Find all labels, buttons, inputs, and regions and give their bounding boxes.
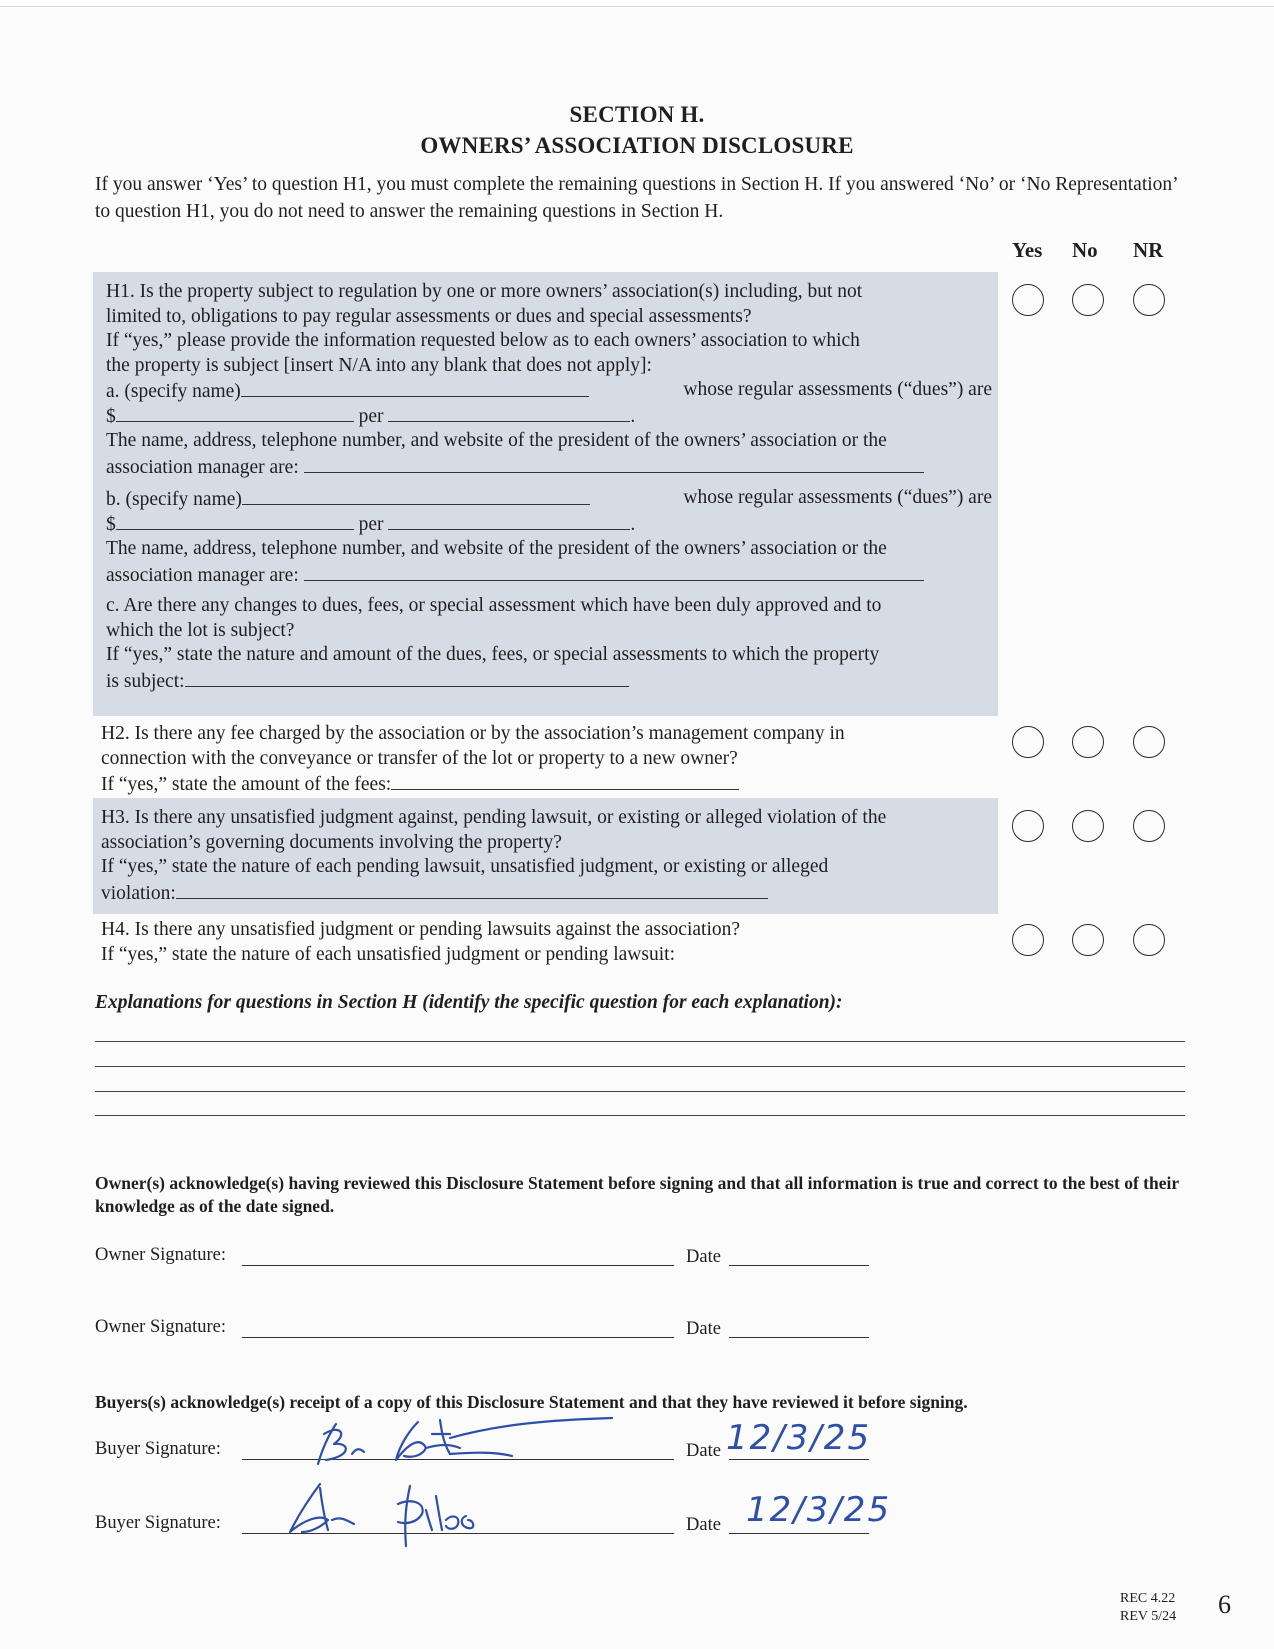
h1-a-president-blank[interactable] <box>304 454 924 473</box>
owner-signature-line-2[interactable] <box>242 1337 674 1338</box>
h2-line-1: H2. Is there any fee charged by the association or by the association’s management company in <box>101 723 845 744</box>
h3-line-3: If “yes,” state the nature of each pending lawsuit, unsatisfied judgment, or existing or alleged <box>101 856 829 877</box>
question-h4 <box>101 918 981 967</box>
h1-line-1: H1. Is the property subject to regulation by one or more owners’ association(s) including, but not <box>106 281 863 302</box>
question-h2 <box>101 722 981 798</box>
h3-no-radio[interactable] <box>1072 810 1104 842</box>
h3-nr-radio[interactable] <box>1133 810 1165 842</box>
h1-a-dollar: $ <box>106 405 116 427</box>
h1-b-dollar: $ <box>106 513 116 535</box>
buyer-date-label: Date <box>686 1515 721 1535</box>
question-h3 <box>101 806 991 906</box>
h1-b-name-blank[interactable] <box>242 486 590 505</box>
form-rev-code: REV 5/24 <box>1120 1609 1177 1624</box>
h1-b-president-blank[interactable] <box>304 562 924 581</box>
question-h1 <box>106 280 992 694</box>
explanation-line-3[interactable] <box>95 1091 1185 1092</box>
h2-line-3: If “yes,” state the amount of the fees: <box>101 774 392 795</box>
h1-a-president-line-2: association manager are: <box>106 456 299 478</box>
h3-answer-group <box>1012 810 1172 846</box>
section-intro: If you answer ‘Yes’ to question H1, you must complete the remaining questions in Section H. If you answered ‘No’ or ‘No Representation’ to question H1, you do not need to answer the remaining questions in Section H. <box>95 174 1178 222</box>
h3-line-4: violation: <box>101 882 176 904</box>
h1-b-per: per <box>358 513 384 535</box>
buyer-1-handwritten-date: 12/3/25 <box>726 1418 872 1458</box>
h1-b-amount-blank[interactable] <box>116 511 354 530</box>
h1-a-president-line-1: The name, address, telephone number, and website of the president of the owners’ association or the <box>106 430 887 451</box>
h1-a-per: per <box>358 405 384 427</box>
section-title: SECTION H. <box>569 102 705 127</box>
buyer-1-signature-scribble <box>300 1414 630 1474</box>
explanations-heading: Explanations for questions in Section H (identify the specific question for each explanation): <box>95 992 843 1013</box>
h4-line-1: H4. Is there any unsatisfied judgment or pending lawsuits against the association? <box>101 919 741 940</box>
column-header-nr: NR <box>1133 238 1164 262</box>
h1-c-blank[interactable] <box>185 668 629 687</box>
buyer-2-signature-scribble <box>280 1480 480 1560</box>
owner-signature-label: Owner Signature: <box>95 1245 227 1265</box>
h1-line-3: If “yes,” please provide the information requested below as to each owners’ association to which <box>106 330 860 351</box>
buyers-acknowledgment: Buyers(s) acknowledge(s) receipt of a copy of this Disclosure Statement and that they have reviewed it before signing. <box>95 1392 968 1412</box>
buyer-signature-label: Buyer Signature: <box>95 1439 221 1459</box>
h1-c-line-2: which the lot is subject? <box>106 619 295 641</box>
buyer-date-line-1[interactable] <box>729 1459 869 1460</box>
h1-a-amount-blank[interactable] <box>116 403 354 422</box>
h1-a-name-label: a. (specify name) <box>106 381 241 402</box>
h1-b-president-line-2: association manager are: <box>106 564 299 586</box>
h2-no-radio[interactable] <box>1072 726 1104 758</box>
owner-date-label: Date <box>686 1319 721 1339</box>
buyer-date-line-2[interactable] <box>729 1533 869 1534</box>
explanation-line-1[interactable] <box>95 1041 1185 1042</box>
owner-signature-row-2 <box>95 1304 995 1344</box>
h4-line-2: If “yes,” state the nature of each unsatisfied judgment or pending lawsuit: <box>101 943 675 965</box>
h1-a-name-blank[interactable] <box>241 378 589 397</box>
owner-signature-line-1[interactable] <box>242 1265 674 1266</box>
h1-b-name-label: b. (specify name) <box>106 489 242 510</box>
form-code <box>1120 1590 1176 1626</box>
h2-nr-radio[interactable] <box>1133 726 1165 758</box>
h1-c-line-4: is subject: <box>106 670 185 692</box>
h2-fee-blank[interactable] <box>391 771 739 790</box>
owners-acknowledgment: Owner(s) acknowledge(s) having reviewed this Disclosure Statement before signing and that all information is true and correct to the best of their knowledge as of the date signed. <box>95 1173 1179 1216</box>
owner-signature-row-1 <box>95 1232 995 1272</box>
h1-a-period-blank[interactable] <box>388 403 630 422</box>
h2-answer-group <box>1012 726 1172 762</box>
buyer-signature-label: Buyer Signature: <box>95 1513 221 1533</box>
h1-line-2: limited to, obligations to pay regular assessments or dues and special assessments? <box>106 305 752 327</box>
h3-violation-blank[interactable] <box>176 880 768 899</box>
page-top-edge <box>0 0 1274 7</box>
owner-date-label: Date <box>686 1247 721 1267</box>
buyer-2-handwritten-date: 12/3/25 <box>746 1490 892 1530</box>
h1-nr-radio[interactable] <box>1133 284 1165 316</box>
h1-answer-group <box>1012 284 1172 320</box>
form-rec-code: REC 4.22 <box>1120 1591 1176 1606</box>
explanation-line-2[interactable] <box>95 1066 1185 1067</box>
h1-c-line-1: c. Are there any changes to dues, fees, or special assessment which have been duly approved and to <box>106 595 882 616</box>
h4-nr-radio[interactable] <box>1133 924 1165 956</box>
column-header-no: No <box>1072 238 1098 262</box>
h1-b-president-line-1: The name, address, telephone number, and website of the president of the owners’ association or the <box>106 538 887 559</box>
h1-a-period-dot: . <box>630 405 636 427</box>
h1-b-period-dot: . <box>630 513 636 535</box>
h1-b-period-blank[interactable] <box>388 511 630 530</box>
h1-no-radio[interactable] <box>1072 284 1104 316</box>
h3-yes-radio[interactable] <box>1012 810 1044 842</box>
h1-line-4: the property is subject [insert N/A into any blank that does not apply]: <box>106 354 652 376</box>
h3-line-2: association’s governing documents involving the property? <box>101 831 562 853</box>
section-subtitle: OWNERS’ ASSOCIATION DISCLOSURE <box>420 133 854 158</box>
h1-a-dues-text: whose regular assessments (“dues”) are <box>683 379 992 400</box>
h1-b-dues-text: whose regular assessments (“dues”) are <box>683 487 992 508</box>
buyer-date-label: Date <box>686 1441 721 1461</box>
column-header-yes: Yes <box>1012 238 1043 262</box>
owner-signature-label: Owner Signature: <box>95 1317 227 1337</box>
h1-c-line-3: If “yes,” state the nature and amount of the dues, fees, or special assessments to which the property <box>106 644 880 665</box>
h3-line-1: H3. Is there any unsatisfied judgment against, pending lawsuit, or existing or alleged violation of the <box>101 807 887 828</box>
h4-answer-group <box>1012 924 1172 960</box>
owner-date-line-2[interactable] <box>729 1337 869 1338</box>
h4-yes-radio[interactable] <box>1012 924 1044 956</box>
h2-yes-radio[interactable] <box>1012 726 1044 758</box>
owner-date-line-1[interactable] <box>729 1265 869 1266</box>
page-number: 6 <box>1218 1590 1231 1619</box>
explanation-line-4[interactable] <box>95 1115 1185 1116</box>
h4-no-radio[interactable] <box>1072 924 1104 956</box>
h2-line-2: connection with the conveyance or transfer of the lot or property to a new owner? <box>101 747 738 769</box>
h1-yes-radio[interactable] <box>1012 284 1044 316</box>
